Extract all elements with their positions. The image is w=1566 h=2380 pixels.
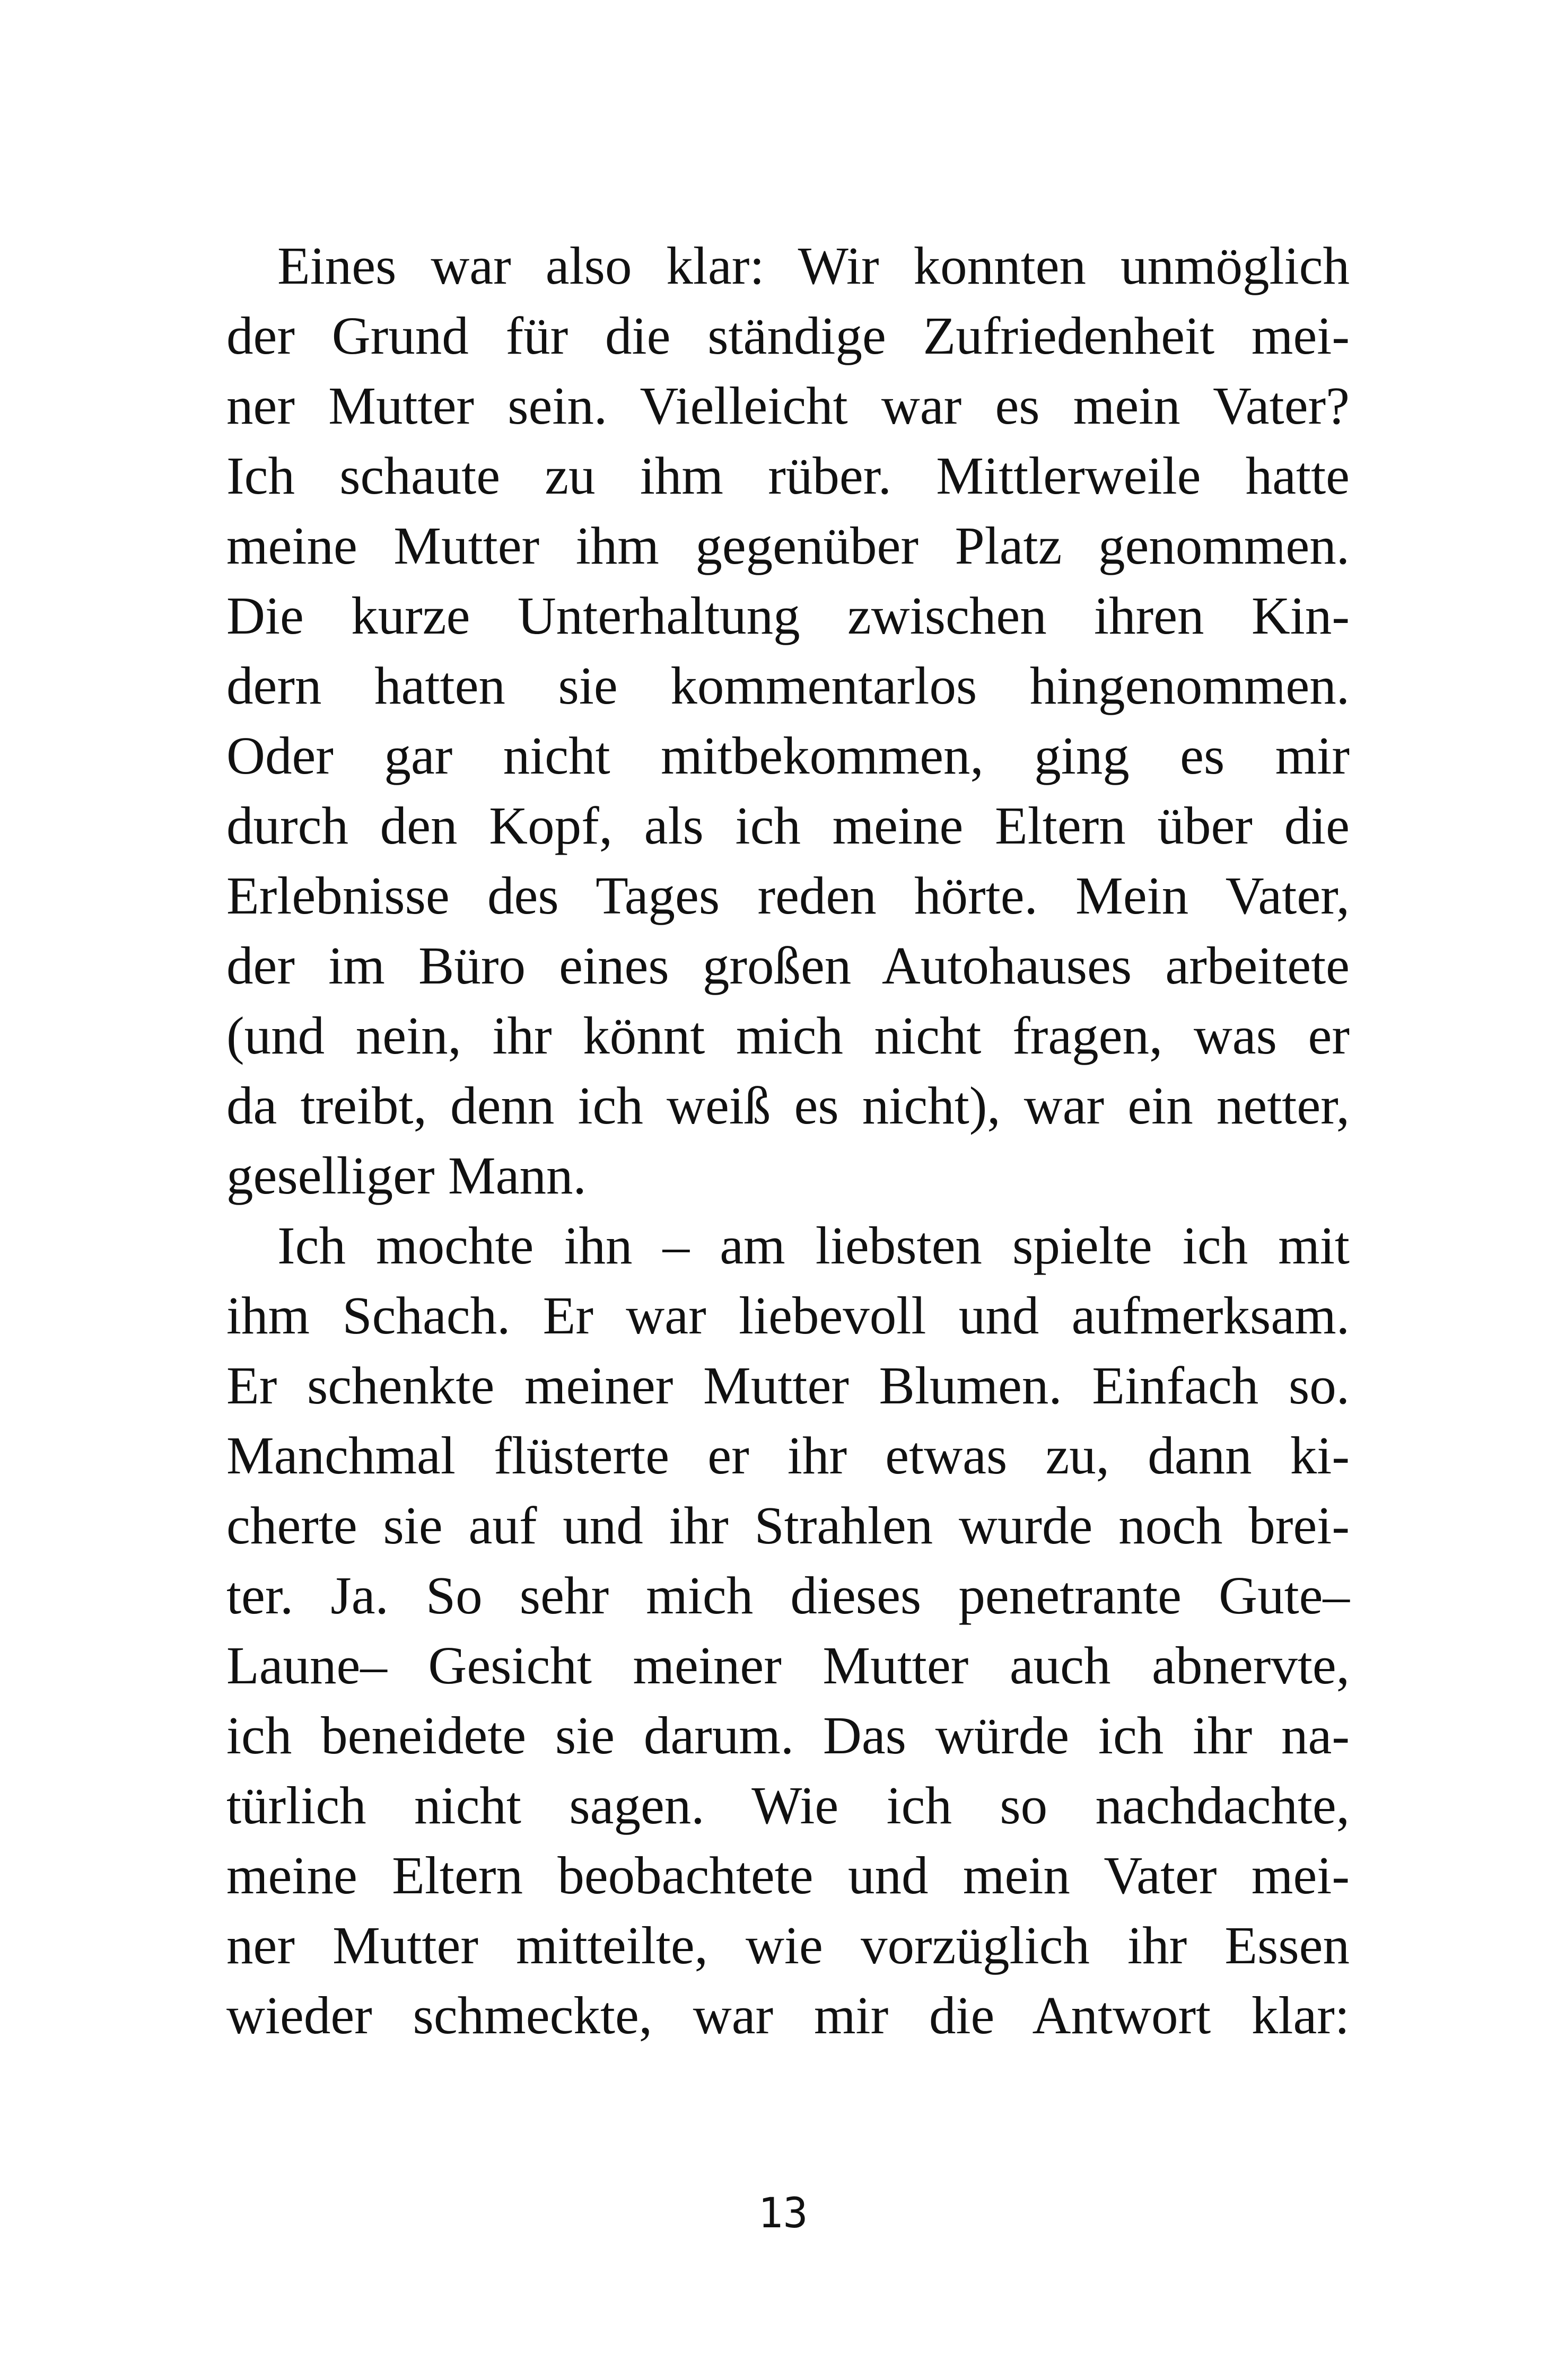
page-number: 13 (758, 2190, 808, 2237)
text-line: geselliger Mann. (226, 1146, 587, 1205)
text-line: ner Mutter mitteilte, wie vorzüglich ihr Essen (226, 1916, 1350, 1975)
text-line: Die kurze Unterhaltung zwischen ihren Kin- (226, 586, 1350, 645)
text-line: ter. Ja. So sehr mich dieses penetrante Gute– (226, 1566, 1350, 1625)
text-line: Laune– Gesicht meiner Mutter auch abnervte, (226, 1636, 1350, 1695)
text-line: durch den Kopf, als ich meine Eltern über die (226, 796, 1350, 855)
text-line: cherte sie auf und ihr Strahlen wurde noch brei- (226, 1496, 1350, 1555)
text-line: meine Eltern beobachtete und mein Vater mei- (226, 1846, 1350, 1905)
text-line: türlich nicht sagen. Wie ich so nachdachte, (226, 1776, 1350, 1835)
text-line: da treibt, denn ich weiß es nicht), war ein netter, (226, 1076, 1350, 1135)
text-line: dern hatten sie kommentarlos hingenommen. (226, 656, 1350, 715)
text-line: Ich schaute zu ihm rüber. Mittlerweile hatte (226, 446, 1350, 505)
text-line: Manchmal flüsterte er ihr etwas zu, dann ki- (226, 1426, 1350, 1485)
text-line: meine Mutter ihm gegenüber Platz genommen. (226, 516, 1350, 575)
text-line: Erlebnisse des Tages reden hörte. Mein Vater, (226, 866, 1350, 925)
text-line: der im Büro eines großen Autohauses arbeitete (226, 936, 1350, 995)
text-line: Ich mochte ihn – am liebsten spielte ich mit (277, 1216, 1350, 1275)
text-line: wieder schmeckte, war mir die Antwort klar: (226, 1986, 1350, 2045)
text-line: (und nein, ihr könnt mich nicht fragen, was er (226, 1006, 1350, 1065)
text-line: ihm Schach. Er war liebevoll und aufmerksam. (226, 1286, 1350, 1345)
text-line: ich beneidete sie darum. Das würde ich ihr na- (226, 1706, 1350, 1765)
body-text (226, 231, 1350, 2050)
text-line: ner Mutter sein. Vielleicht war es mein Vater? (226, 376, 1350, 435)
text-line: Er schenkte meiner Mutter Blumen. Einfach so. (226, 1356, 1350, 1415)
text-line: Oder gar nicht mitbekommen, ging es mir (226, 726, 1350, 785)
text-line: Eines war also klar: Wir konnten unmöglich (277, 236, 1350, 295)
text-line: der Grund für die ständige Zufriedenheit mei- (226, 306, 1350, 365)
